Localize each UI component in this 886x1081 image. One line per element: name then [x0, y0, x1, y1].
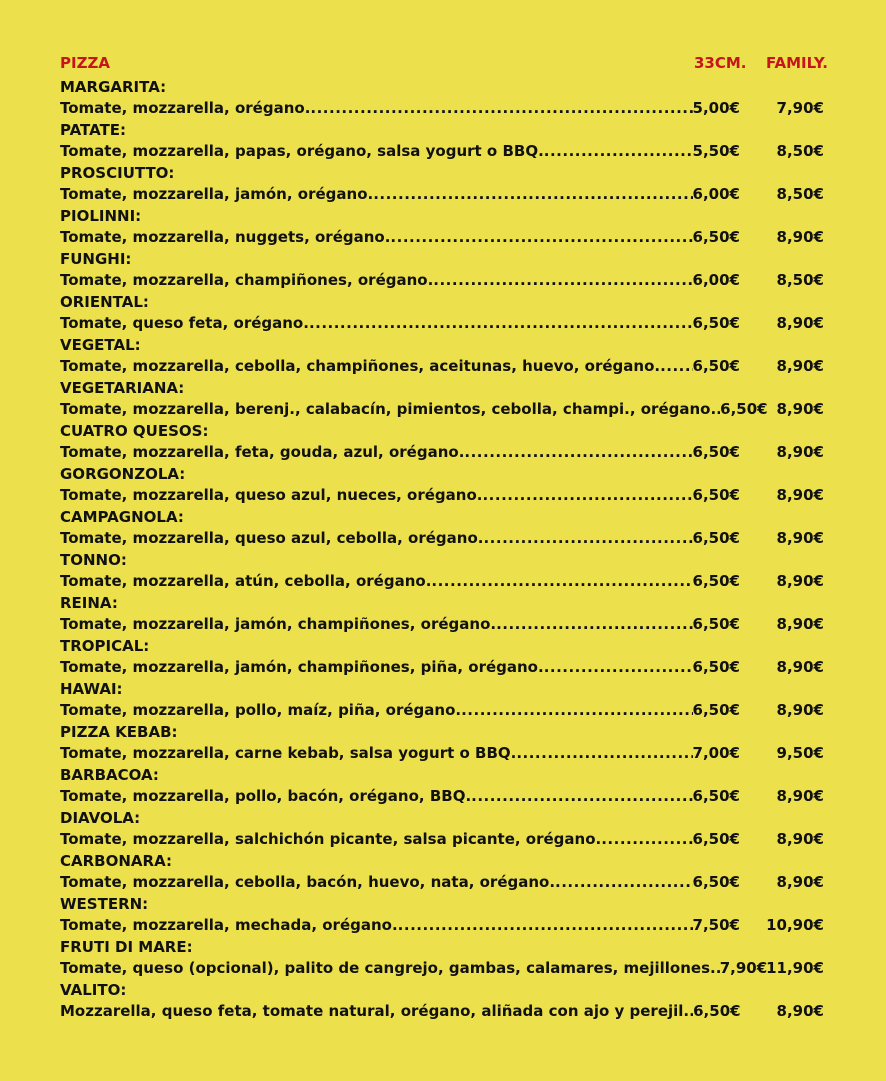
dot-leader — [309, 313, 693, 333]
pizza-name: VEGETAL: — [60, 336, 141, 354]
pizza-ingredients: Tomate, queso (opcional), palito de cangrejo, gambas, calamares, mejillones. — [60, 959, 716, 977]
price-family: 8,90€ — [776, 443, 824, 461]
menu-list — [0, 76, 886, 1022]
dot-leader — [483, 528, 692, 548]
menu-item — [0, 979, 886, 1022]
dot-leader — [516, 743, 692, 763]
pizza-name: REINA: — [60, 594, 118, 612]
pizza-name: PIZZA KEBAB: — [60, 723, 178, 741]
size-column-header: 33CM. — [694, 54, 747, 72]
menu-item — [0, 205, 886, 248]
menu-item — [0, 635, 886, 678]
section-title: PIZZA — [60, 54, 110, 72]
pizza-ingredients: Tomate, mozzarella, nuggets, orégano. — [60, 228, 391, 246]
price-family: 8,90€ — [776, 701, 824, 719]
price-33cm: 6,50€ — [692, 357, 740, 375]
dot-leader — [310, 98, 692, 118]
price-family: 8,90€ — [776, 314, 824, 332]
pizza-name: FRUTI DI MARE: — [60, 938, 193, 956]
dot-leader — [390, 227, 692, 247]
ingredients-row — [60, 786, 740, 806]
dot-leader — [431, 571, 692, 591]
price-family: 8,90€ — [776, 529, 824, 547]
price-33cm: 7,90€ — [719, 959, 768, 977]
price-family: 10,90€ — [766, 916, 824, 934]
menu-item — [0, 850, 886, 893]
menu-item — [0, 936, 886, 979]
price-family: 8,90€ — [776, 658, 824, 676]
ingredients-row — [60, 700, 740, 720]
dot-leader — [555, 872, 693, 892]
price-family: 8,90€ — [776, 787, 824, 805]
price-family: 8,90€ — [776, 615, 824, 633]
ingredients-row — [60, 657, 740, 677]
menu-item — [0, 549, 886, 592]
pizza-ingredients: Tomate, mozzarella, jamón, champiñones, piña, orégano. — [60, 658, 544, 676]
dot-leader — [601, 829, 692, 849]
price-family: 8,90€ — [776, 830, 824, 848]
pizza-ingredients: Tomate, mozzarella, papas, orégano, salsa yogurt o BBQ. — [60, 142, 544, 160]
pizza-ingredients: Tomate, mozzarella, orégano. — [60, 99, 311, 117]
ingredients-row — [60, 958, 768, 978]
price-family: 8,90€ — [776, 357, 824, 375]
price-family: 8,50€ — [776, 185, 824, 203]
pizza-name: VALITO: — [60, 981, 127, 999]
dot-leader — [471, 786, 692, 806]
price-33cm: 6,50€ — [692, 615, 740, 633]
price-33cm: 5,50€ — [692, 142, 740, 160]
dot-leader — [544, 141, 693, 161]
price-33cm: 6,50€ — [692, 658, 740, 676]
pizza-name: PATATE: — [60, 121, 127, 139]
menu-header — [0, 54, 886, 76]
ingredients-row — [60, 184, 740, 204]
pizza-ingredients: Tomate, mozzarella, cebolla, bacón, huevo, nata, orégano. — [60, 873, 556, 891]
price-33cm: 6,50€ — [692, 830, 740, 848]
price-33cm: 6,50€ — [692, 873, 740, 891]
menu-item — [0, 248, 886, 291]
pizza-name: GORGONZOLA: — [60, 465, 186, 483]
ingredients-row — [60, 743, 740, 763]
pizza-ingredients: Tomate, mozzarella, feta, gouda, azul, orégano. — [60, 443, 465, 461]
pizza-name: TROPICAL: — [60, 637, 150, 655]
price-family: 11,90€ — [766, 959, 824, 977]
pizza-name: TONNO: — [60, 551, 127, 569]
dot-leader — [544, 657, 693, 677]
price-33cm: 6,50€ — [692, 572, 740, 590]
price-33cm: 6,50€ — [693, 1002, 741, 1020]
pizza-ingredients: Tomate, mozzarella, queso azul, cebolla, orégano. — [60, 529, 484, 547]
price-33cm: 6,50€ — [692, 314, 740, 332]
price-33cm: 6,50€ — [720, 400, 768, 418]
pizza-name: PIOLINNI: — [60, 207, 142, 225]
dot-leader — [461, 700, 692, 720]
ingredients-row — [60, 571, 740, 591]
pizza-ingredients: Tomate, mozzarella, salchichón picante, salsa picante, orégano. — [60, 830, 602, 848]
pizza-ingredients: Tomate, mozzarella, pollo, bacón, orégano, BBQ. — [60, 787, 472, 805]
price-family: 8,50€ — [776, 271, 824, 289]
pizza-ingredients: Tomate, mozzarella, berenj., calabacín, pimientos, cebolla, champi., orégano. — [60, 400, 717, 418]
pizza-name: ORIENTAL: — [60, 293, 149, 311]
dot-leader — [433, 270, 692, 290]
ingredients-row — [60, 399, 768, 419]
price-family: 8,50€ — [776, 142, 824, 160]
dot-leader — [373, 184, 692, 204]
ingredients-row — [60, 829, 740, 849]
pizza-name: CARBONARA: — [60, 852, 172, 870]
ingredients-row — [60, 270, 740, 290]
pizza-name: HAWAI: — [60, 680, 123, 698]
pizza-ingredients: Tomate, mozzarella, queso azul, nueces, orégano. — [60, 486, 483, 504]
menu-item — [0, 119, 886, 162]
pizza-name: WESTERN: — [60, 895, 149, 913]
ingredients-row — [60, 313, 740, 333]
pizza-ingredients: Tomate, mozzarella, cebolla, champiñones, aceitunas, huevo, orégano. — [60, 357, 661, 375]
pizza-name: PROSCIUTTO: — [60, 164, 175, 182]
dot-leader — [496, 614, 692, 634]
dot-leader — [464, 442, 692, 462]
price-family: 8,90€ — [776, 572, 824, 590]
menu-item — [0, 377, 886, 420]
menu-item — [0, 506, 886, 549]
price-33cm: 5,00€ — [692, 99, 740, 117]
menu-item — [0, 162, 886, 205]
price-33cm: 6,50€ — [692, 701, 740, 719]
price-family: 8,90€ — [776, 228, 824, 246]
ingredients-row — [60, 528, 740, 548]
price-33cm: 6,50€ — [692, 228, 740, 246]
ingredients-row — [60, 227, 740, 247]
price-family: 9,50€ — [776, 744, 824, 762]
price-33cm: 6,00€ — [692, 271, 740, 289]
pizza-ingredients: Tomate, mozzarella, mechada, orégano. — [60, 916, 398, 934]
price-family: 8,90€ — [776, 873, 824, 891]
price-family: 8,90€ — [776, 1002, 824, 1020]
pizza-name: CAMPAGNOLA: — [60, 508, 184, 526]
menu-item — [0, 420, 886, 463]
menu-item — [0, 678, 886, 721]
pizza-name: FUNGHI: — [60, 250, 132, 268]
ingredients-row — [60, 356, 740, 376]
dot-leader — [482, 485, 692, 505]
menu-item — [0, 334, 886, 377]
menu-item — [0, 764, 886, 807]
price-33cm: 6,00€ — [692, 185, 740, 203]
ingredients-row — [60, 442, 740, 462]
pizza-name: CUATRO QUESOS: — [60, 422, 209, 440]
pizza-ingredients: Tomate, queso feta, orégano. — [60, 314, 309, 332]
pizza-ingredients: Tomate, mozzarella, champiñones, orégano. — [60, 271, 434, 289]
price-33cm: 6,50€ — [692, 486, 740, 504]
ingredients-row — [60, 98, 740, 118]
price-family: 8,90€ — [776, 486, 824, 504]
price-33cm: 6,50€ — [692, 787, 740, 805]
price-33cm: 7,00€ — [692, 744, 740, 762]
price-family: 7,90€ — [776, 99, 824, 117]
pizza-ingredients: Tomate, mozzarella, jamón, orégano. — [60, 185, 374, 203]
price-family: 8,90€ — [776, 400, 824, 418]
pizza-ingredients: Tomate, mozzarella, jamón, champiñones, orégano. — [60, 615, 497, 633]
menu-item — [0, 463, 886, 506]
pizza-name: MARGARITA: — [60, 78, 167, 96]
ingredients-row — [60, 141, 740, 161]
family-column-header: FAMILY. — [766, 54, 828, 72]
pizza-ingredients: Tomate, mozzarella, pollo, maíz, piña, orégano. — [60, 701, 462, 719]
menu-item — [0, 807, 886, 850]
price-33cm: 6,50€ — [692, 529, 740, 547]
ingredients-row — [60, 1001, 740, 1021]
menu-item — [0, 893, 886, 936]
menu-item — [0, 76, 886, 119]
ingredients-row — [60, 485, 740, 505]
ingredients-row — [60, 872, 740, 892]
menu-item — [0, 721, 886, 764]
dot-leader — [398, 915, 693, 935]
pizza-name: VEGETARIANA: — [60, 379, 185, 397]
menu-item — [0, 592, 886, 635]
dot-leader — [660, 356, 692, 376]
ingredients-row — [60, 614, 740, 634]
pizza-ingredients: Tomate, mozzarella, atún, cebolla, orégano. — [60, 572, 432, 590]
ingredients-row — [60, 915, 740, 935]
menu-item — [0, 291, 886, 334]
pizza-name: BARBACOA: — [60, 766, 159, 784]
pizza-ingredients: Tomate, mozzarella, carne kebab, salsa yogurt o BBQ. — [60, 744, 517, 762]
price-33cm: 7,50€ — [692, 916, 740, 934]
pizza-ingredients: Mozzarella, queso feta, tomate natural, orégano, aliñada con ajo y perejil. — [60, 1002, 690, 1020]
price-33cm: 6,50€ — [692, 443, 740, 461]
pizza-name: DIAVOLA: — [60, 809, 141, 827]
